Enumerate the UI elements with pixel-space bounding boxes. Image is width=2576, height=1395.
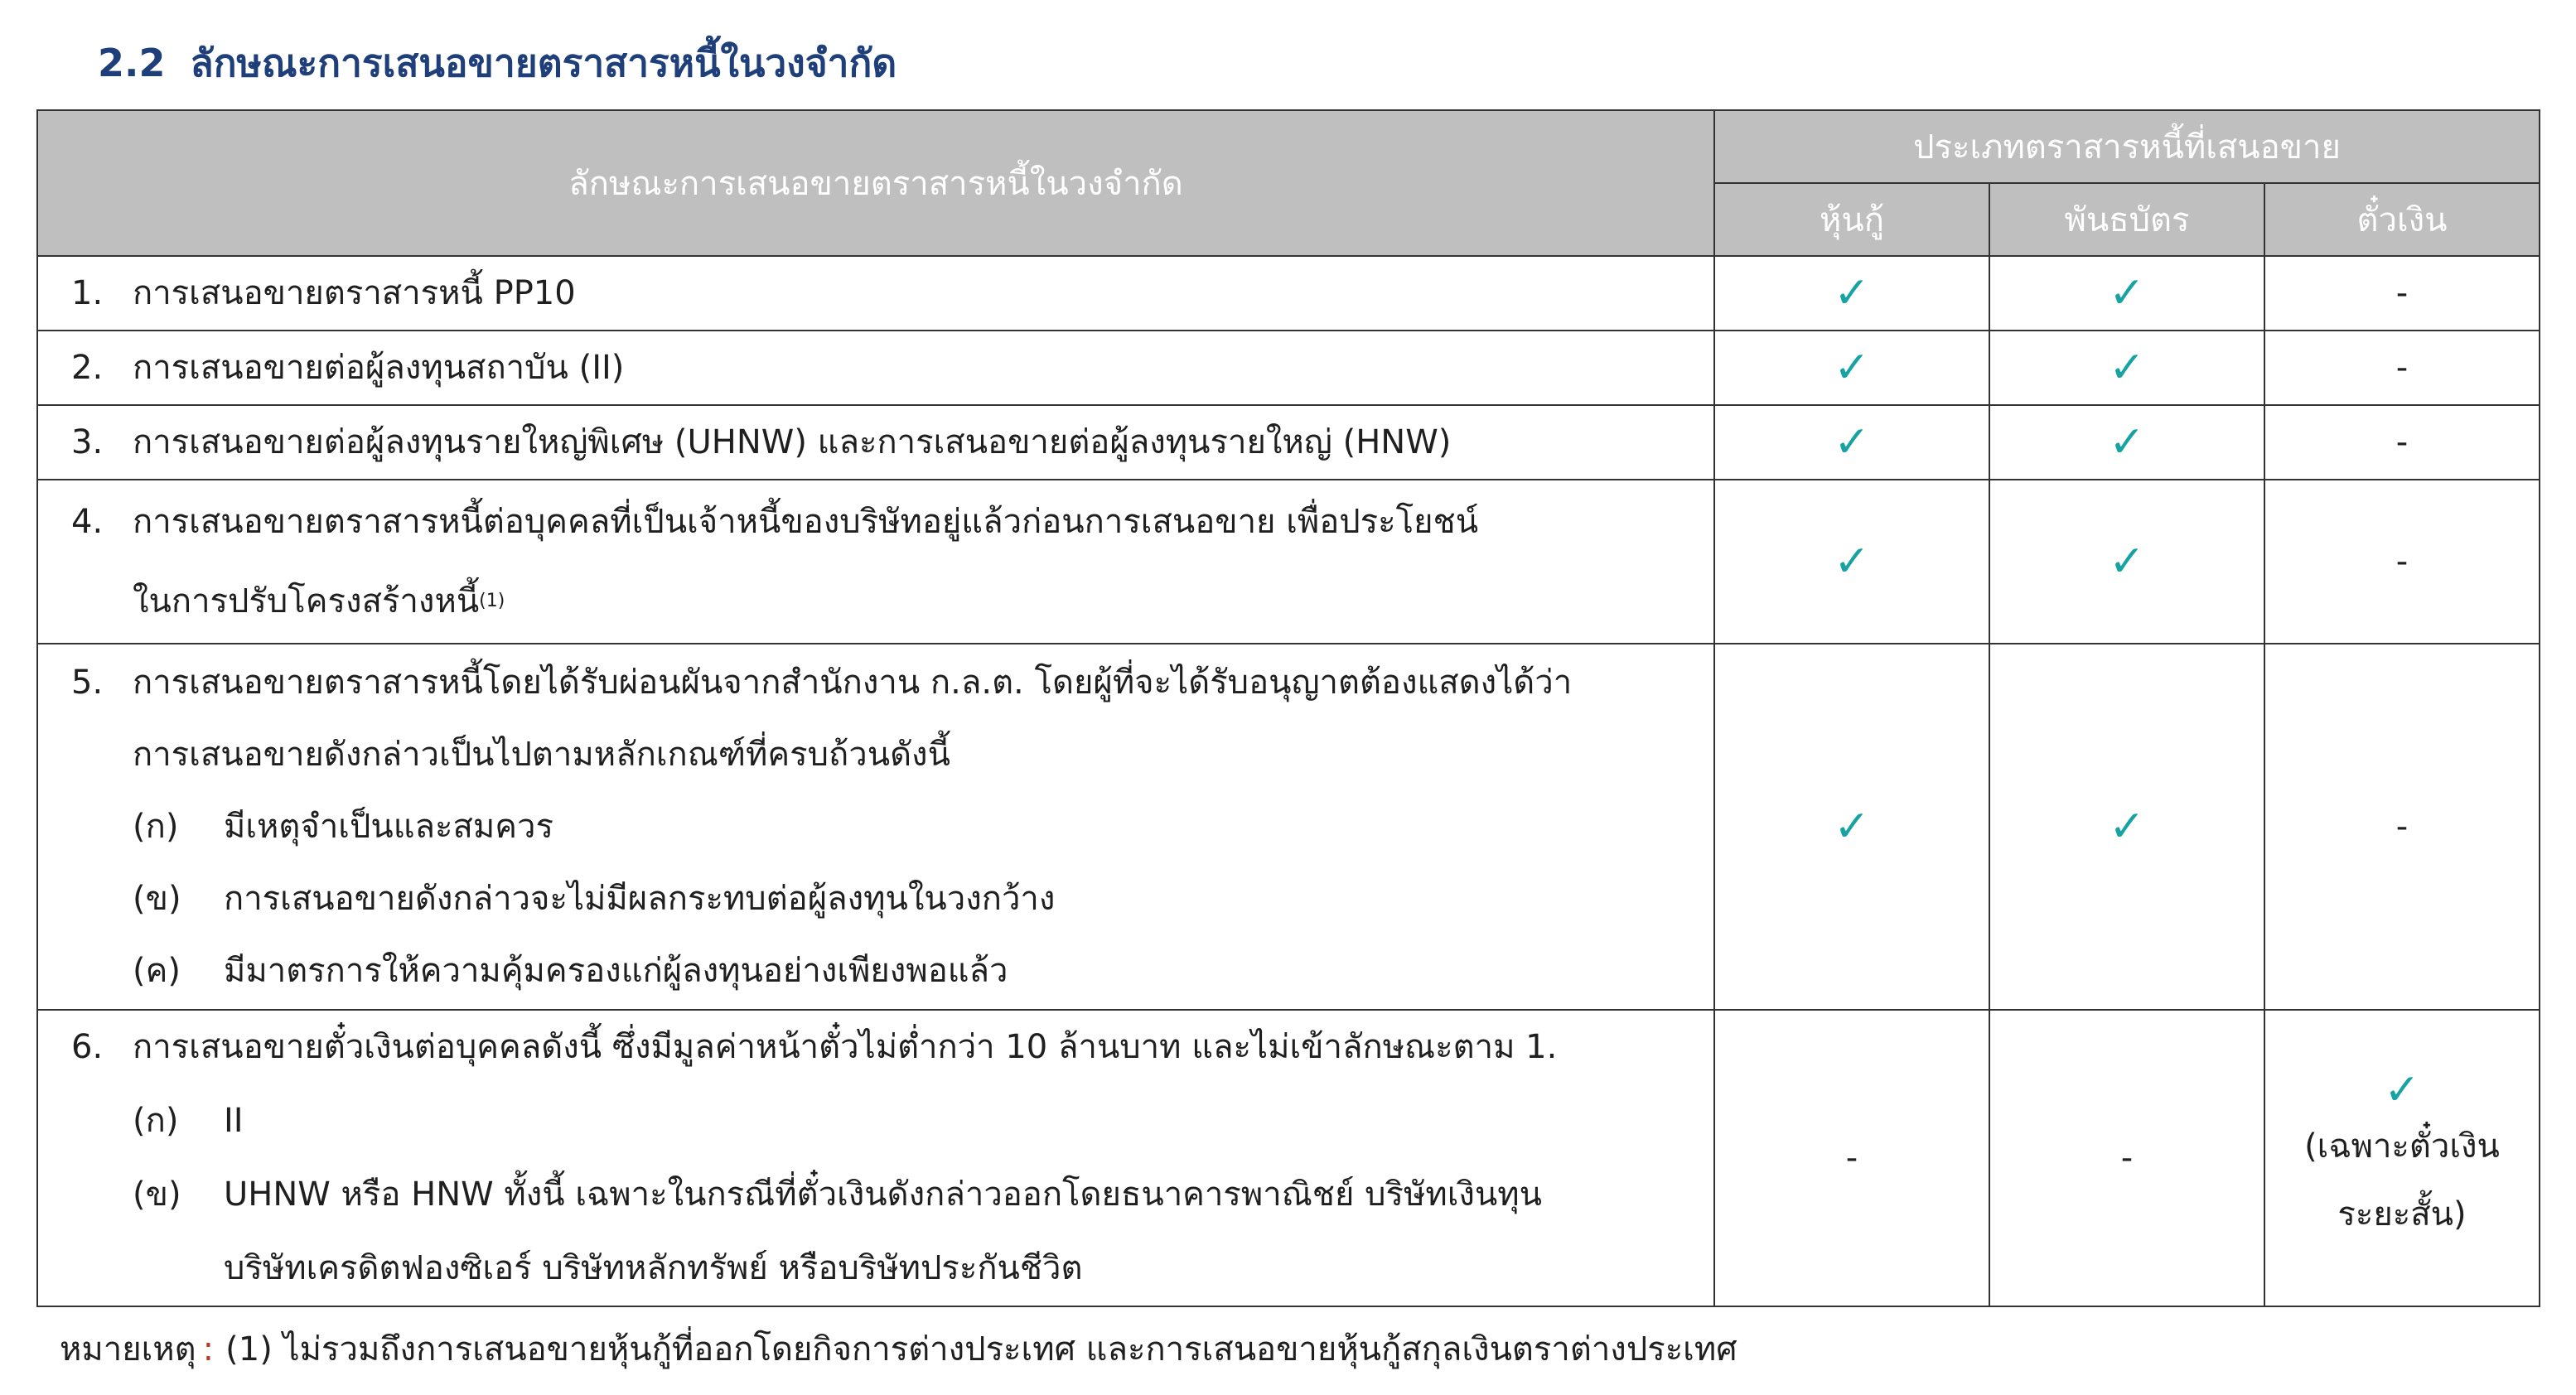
row-description (37, 1010, 1714, 1306)
check-icon: ✓ (2109, 536, 2145, 586)
footnote-colon: : (202, 1330, 215, 1368)
header-bond: พันธบัตร (1989, 183, 2264, 256)
subitem-label: (ค) (133, 951, 181, 990)
row-description (37, 644, 1714, 1010)
subitem-label: (ข) (133, 1175, 181, 1214)
subitem-text-continued: บริษัทเครดิตฟองซิเอร์ บริษัทหลักทรัพย์ หรือบริษัทประกันชีวิต (224, 1249, 1083, 1287)
row-text: การเสนอขายต่อผู้ลงทุนรายใหญ่พิเศษ (UHNW) และการเสนอขายต่อผู้ลงทุนรายใหญ่ (HNW) (133, 423, 1452, 461)
subitem-text: การเสนอขายดังกล่าวจะไม่มีผลกระทบต่อผู้ลงทุนในวงกว้าง (224, 879, 1056, 918)
header-instrument-type: ประเภทตราสารหนี้ที่เสนอขาย (1714, 110, 2540, 183)
dash-mark: - (2395, 543, 2409, 581)
table-row (37, 1010, 2540, 1306)
header-debenture: หุ้นกู้ (1714, 183, 1989, 256)
table-row (37, 480, 2540, 644)
row-text: การเสนอขายตราสารหนี้ต่อบุคคลที่เป็นเจ้าหนี้ของบริษัทอยู่แล้วก่อนการเสนอขาย เพื่อประโยชน์ (133, 503, 1479, 541)
dash-mark: - (1845, 1139, 1858, 1177)
private-placement-table (36, 109, 2540, 1307)
check-icon: ✓ (1834, 417, 1870, 467)
footnote (60, 1322, 1737, 1375)
row-description (37, 256, 1714, 331)
subitem-label: (ข) (133, 879, 181, 918)
footnote-label: หมายเหตุ (60, 1330, 196, 1368)
section-number: 2.2 (98, 41, 166, 85)
row-text: การเสนอขายตราสารหนี้ PP10 (133, 274, 576, 312)
row-number: 5. (71, 663, 104, 702)
footnote-ref: (1) (479, 591, 505, 611)
subitem-text: UHNW หรือ HNW ทั้งนี้ เฉพาะในกรณีที่ตั๋วเงินดังกล่าวออกโดยธนาคารพาณิชย์ บริษัทเงินทุน (224, 1175, 1542, 1214)
row-text-continued: ในการปรับโครงสร้างหนี้ (133, 582, 480, 620)
section-title-text: ลักษณะการเสนอขายตราสารหนี้ในวงจำกัด (190, 41, 897, 85)
row-number: 2. (71, 349, 104, 387)
check-icon: ✓ (2109, 342, 2145, 393)
table-row (37, 405, 2540, 480)
row-number: 3. (71, 423, 104, 461)
subitem-text: II (224, 1102, 244, 1140)
footnote-text: (1) ไม่รวมถึงการเสนอขายหุ้นกู้ที่ออกโดยกิจการต่างประเทศ และการเสนอขายหุ้นกู้สกุลเงินตราต่างประเทศ (225, 1330, 1737, 1368)
table-row (37, 644, 2540, 1010)
dash-mark: - (2395, 423, 2409, 461)
header-bill-of-exchange: ตั๋วเงิน (2264, 183, 2540, 256)
subitem-text: มีมาตรการให้ความคุ้มครองแก่ผู้ลงทุนอย่างเพียงพอแล้ว (224, 951, 1008, 990)
check-icon: ✓ (1834, 801, 1870, 852)
subitem-label: (ก) (133, 807, 179, 846)
table-row (37, 256, 2540, 331)
row-text: การเสนอขายตราสารหนี้โดยได้รับผ่อนผันจากสำนักงาน ก.ล.ต. โดยผู้ที่จะได้รับอนุญาตต้องแสดงได้ว่า (133, 663, 1573, 702)
row-description (37, 331, 1714, 405)
short-term-note-line2: ระยะสั้น) (2337, 1195, 2467, 1233)
row-description (37, 480, 1714, 644)
short-term-note-line1: (เฉพาะตั๋วเงิน (2304, 1127, 2500, 1166)
dash-mark: - (2395, 274, 2409, 312)
check-icon: ✓ (2109, 417, 2145, 467)
row-text: การเสนอขายต่อผู้ลงทุนสถาบัน (II) (133, 349, 625, 387)
row-description (37, 405, 1714, 480)
check-icon: ✓ (2384, 1064, 2420, 1115)
dash-mark: - (2395, 349, 2409, 387)
dash-mark: - (2120, 1139, 2134, 1177)
header-characteristics: ลักษณะการเสนอขายตราสารหนี้ในวงจำกัด (37, 110, 1714, 256)
check-icon: ✓ (2109, 801, 2145, 852)
row-number: 4. (71, 503, 104, 541)
section-title (98, 33, 897, 94)
table-row (37, 331, 2540, 405)
dash-mark: - (2395, 808, 2409, 846)
row-number: 6. (71, 1028, 104, 1066)
check-icon: ✓ (1834, 268, 1870, 318)
row-text: การเสนอขายตั๋วเงินต่อบุคคลดังนี้ ซึ่งมีมูลค่าหน้าตั๋วไม่ต่ำกว่า 10 ล้านบาท และไม่เข้าลักษณะตาม 1. (133, 1028, 1558, 1066)
check-icon: ✓ (1834, 536, 1870, 586)
subitem-text: มีเหตุจำเป็นและสมควร (224, 807, 553, 846)
check-icon: ✓ (2109, 268, 2145, 318)
row-text-continued: การเสนอขายดังกล่าวเป็นไปตามหลักเกณฑ์ที่ครบถ้วนดังนี้ (133, 735, 950, 774)
subitem-label: (ก) (133, 1102, 179, 1140)
check-icon: ✓ (1834, 342, 1870, 393)
row-number: 1. (71, 274, 104, 312)
